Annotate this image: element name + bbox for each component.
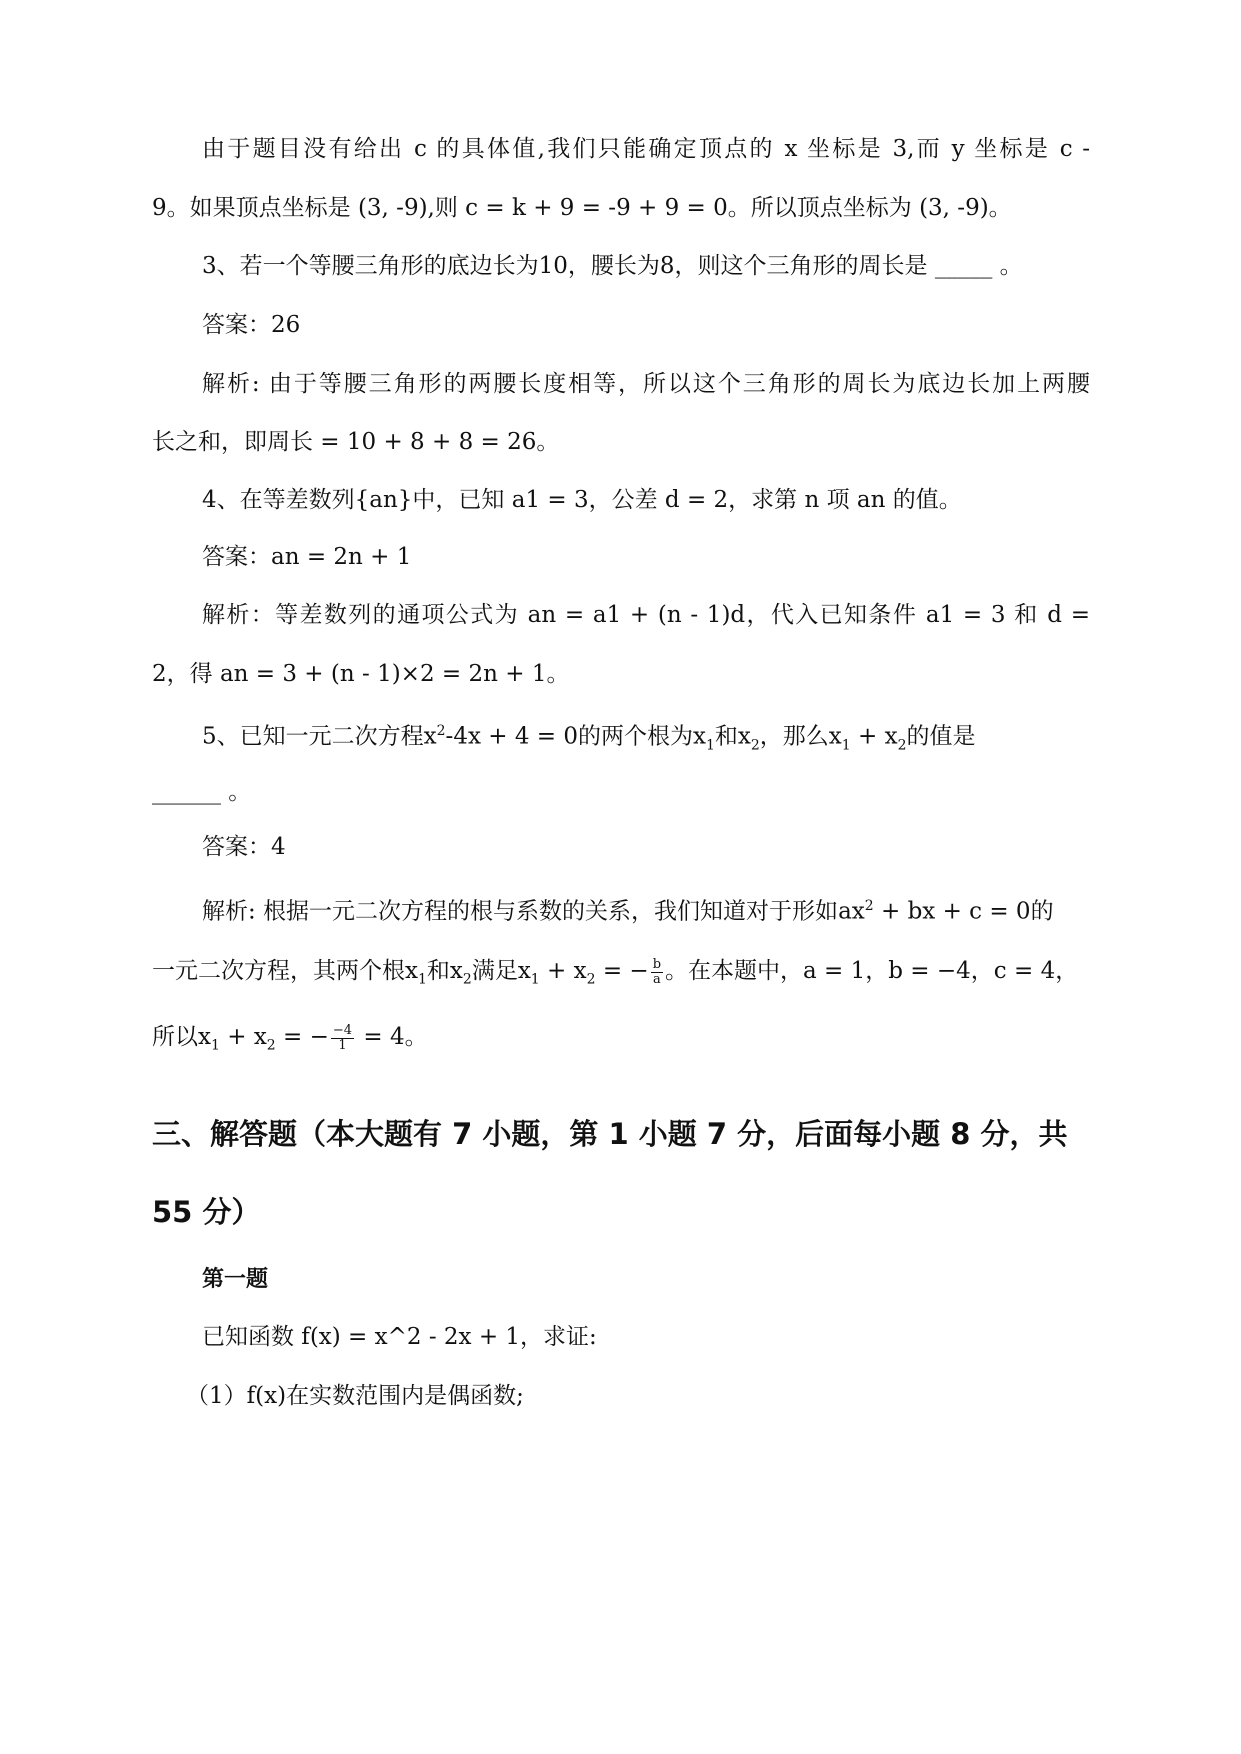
- question-5: [202, 716, 976, 760]
- answer-3: 答案：26: [202, 312, 301, 338]
- analysis-5-line1: [202, 891, 1054, 927]
- question-5-blank: ______ 。: [152, 779, 252, 805]
- a3-sub2: 2: [266, 1037, 276, 1054]
- fraction-neg4-over-1: [331, 1024, 354, 1053]
- analysis-4-line1: 解析：等差数列的通项公式为 an = a1 + (n - 1)d，代入已知条件 a1 = 3 和 d =: [202, 602, 1090, 628]
- text-line: 9。如果顶点坐标是 (3, -9),则 c = k + 9 = -9 + 9 = 0。所以顶点坐标为 (3, -9)。: [152, 195, 1012, 221]
- frac1-den: a: [652, 971, 661, 987]
- section-heading-line2: 55 分）: [152, 1195, 261, 1229]
- a1-eq: ax: [838, 898, 865, 925]
- a2-sub1: 1: [417, 971, 427, 988]
- q5-prefix: 5、已知一元二次方程: [202, 723, 424, 750]
- a1-sup: 2: [864, 898, 874, 914]
- a2-x1: x: [405, 958, 418, 984]
- frac1-num: b: [652, 956, 662, 972]
- fraction-b-over-a: [651, 958, 663, 987]
- q5-and: 和: [714, 723, 738, 750]
- q5-eq-sup: 2: [436, 723, 446, 739]
- a2-x1b: x: [517, 958, 531, 984]
- a3-sub1: 1: [210, 1037, 220, 1054]
- q5-sub2b: 2: [897, 737, 907, 754]
- q5-x1b: x: [828, 723, 842, 750]
- problem-1-title: 第一题: [202, 1267, 269, 1292]
- a3-eqneg: = −: [275, 1024, 329, 1050]
- a3-plus: +: [219, 1024, 254, 1050]
- problem-1-text: 已知函数 f(x) = x^2 - 2x + 1，求证:: [202, 1324, 597, 1350]
- frac2-den: 1: [338, 1037, 347, 1053]
- a2-sat: 满足: [471, 958, 518, 984]
- q5-eq-rest: -4x + 4 = 0: [445, 723, 578, 750]
- a3-prefix: 所以: [152, 1024, 198, 1050]
- q5-sub2: 2: [750, 737, 760, 754]
- a2-sub2b: 2: [586, 971, 596, 988]
- q5-x1: x: [692, 723, 706, 750]
- frac2-num: −4: [332, 1022, 353, 1038]
- a2-plus: +: [539, 958, 574, 984]
- q5-end: 的值是: [906, 723, 976, 750]
- analysis-3-line1: 解析: 由于等腰三角形的两腰长度相等，所以这个三角形的周长为底边长加上两腰: [202, 371, 1090, 397]
- a2-rest: 。在本题中，a = 1，b = −4，c = 4，: [665, 958, 1079, 984]
- answer-4: 答案：an = 2n + 1: [202, 544, 412, 570]
- section-heading-line1: 三、解答题（本大题有 7 小题，第 1 小题 7 分，后面每小题 8 分，共: [152, 1117, 1068, 1151]
- a1-end: 的: [1030, 898, 1054, 925]
- a3-end: = 4。: [356, 1024, 428, 1050]
- a3-x2: x: [253, 1024, 267, 1050]
- q5-mid2: ，那么: [759, 723, 829, 750]
- question-4: 4、在等差数列{an}中，已知 a1 = 3，公差 d = 2，求第 n 项 an 的值。: [202, 487, 962, 513]
- text-line: 由于题目没有给出 c 的具体值,我们只能确定顶点的 x 坐标是 3,而 y 坐标是 c -: [202, 136, 1090, 162]
- question-3: 3、若一个等腰三角形的底边长为10，腰长为8，则这个三角形的周长是 _____ 。: [202, 253, 1023, 279]
- q5-eq-x: x: [423, 723, 437, 750]
- a2-sub1b: 1: [530, 971, 540, 988]
- q5-sub1: 1: [705, 737, 715, 754]
- a2-eqneg: = −: [595, 958, 649, 984]
- a2-x2: x: [449, 958, 463, 984]
- analysis-4-line2: 2，得 an = 3 + (n - 1)×2 = 2n + 1。: [152, 661, 570, 687]
- q5-plus: +: [850, 723, 885, 750]
- analysis-5-line2: [152, 956, 1078, 995]
- problem-1-part1: （1）f(x)在实数范围内是偶函数;: [186, 1383, 524, 1409]
- a3-x1: x: [198, 1024, 211, 1050]
- a2-prefix: 一元二次方程，其两个根: [152, 958, 405, 984]
- q5-mid1: 的两个根为: [577, 723, 693, 750]
- a2-x2b: x: [573, 958, 587, 984]
- a2-and: 和: [426, 958, 450, 984]
- analysis-3-line2: 长之和，即周长 = 10 + 8 + 8 = 26。: [152, 429, 560, 455]
- a1-prefix: 解析: 根据一元二次方程的根与系数的关系，我们知道对于形如: [202, 898, 839, 925]
- a1-eq-rest: + bx + c = 0: [873, 898, 1031, 925]
- q5-x2: x: [737, 723, 751, 750]
- q5-sub1b: 1: [841, 737, 851, 754]
- q5-x2b: x: [884, 723, 898, 750]
- answer-5: 答案：4: [202, 834, 286, 860]
- analysis-5-line3: [152, 1022, 428, 1061]
- a2-sub2: 2: [462, 971, 472, 988]
